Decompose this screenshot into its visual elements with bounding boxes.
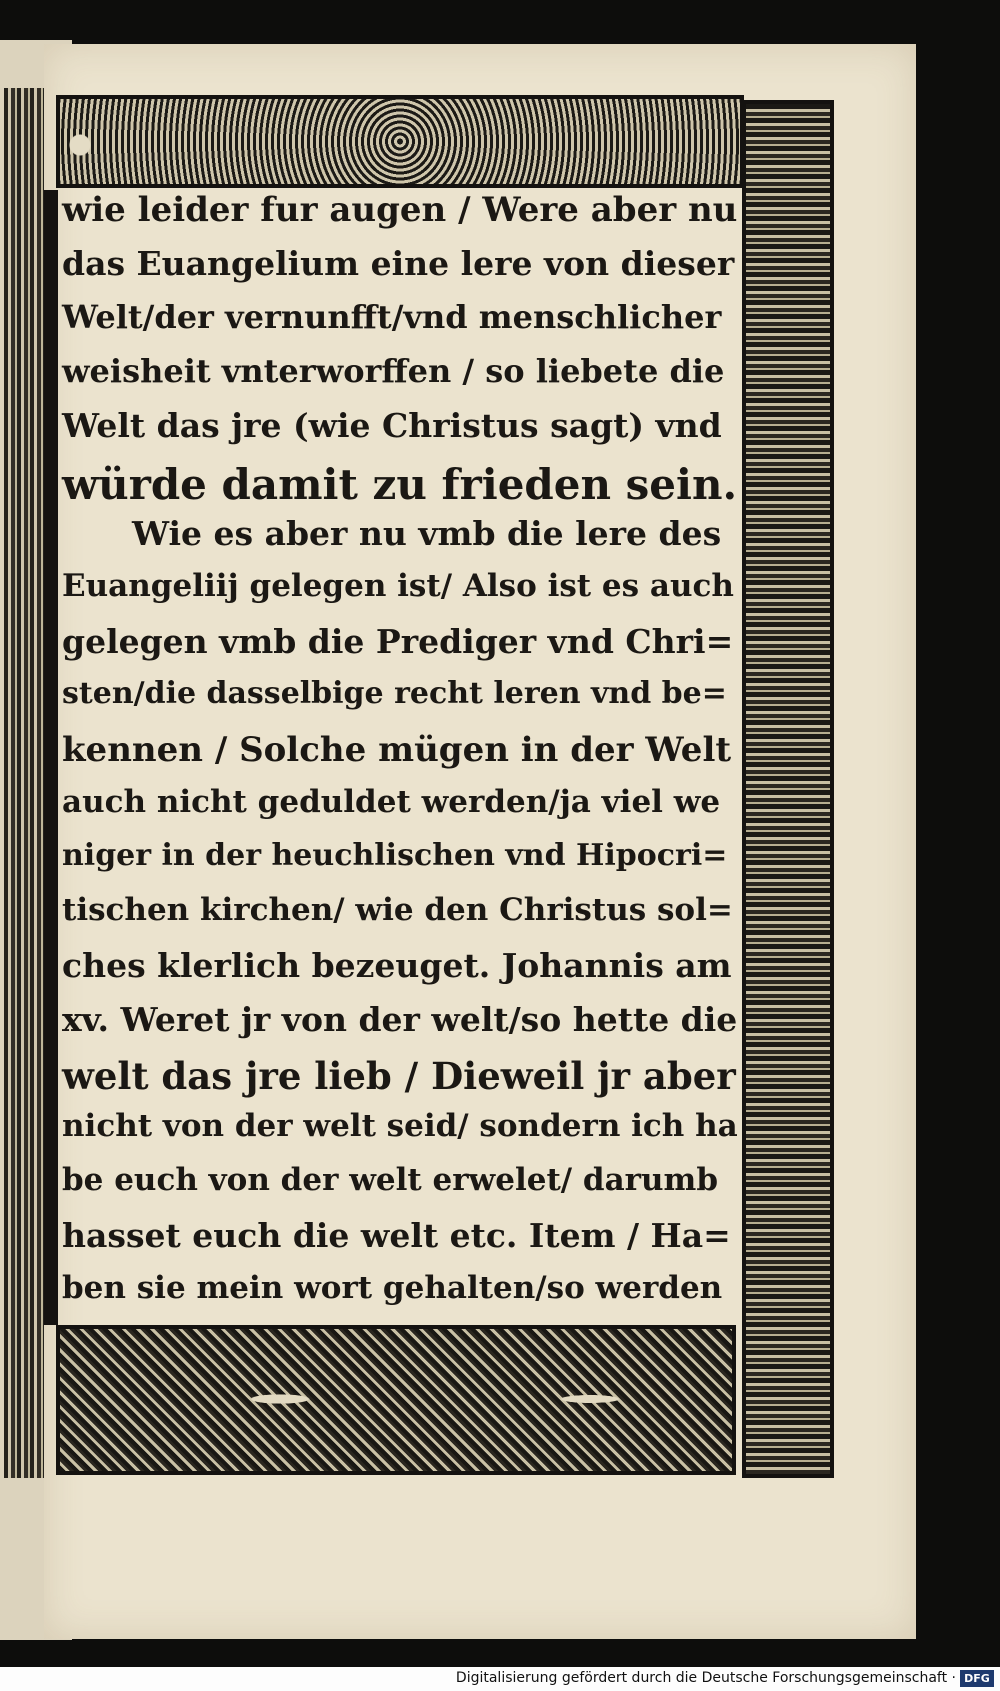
text-line-17: welt das jre lieb / Dieweil jr aber — [62, 1054, 736, 1098]
text-line-8: Euangeliij gelegen ist/ Also ist es auch — [62, 568, 734, 604]
text-line-15: ches klerlich bezeuget. Johannis am — [62, 946, 732, 985]
text-line-19: be euch von der welt erwelet/ darumb — [62, 1162, 719, 1198]
woodcut-border-left-rule — [44, 190, 58, 1325]
text-line-3: Welt/der vernunfft/vnd menschlicher — [62, 298, 722, 336]
text-line-4: weisheit vnterworffen / so liebete die — [62, 352, 725, 390]
text-line-16: xv. Weret jr von der welt/so hette die — [62, 1000, 738, 1039]
text-line-12: auch nicht geduldet werden/ja viel we — [62, 784, 721, 820]
woodcut-border-top-icon — [56, 95, 744, 188]
credit-bar — [0, 1667, 1000, 1691]
text-line-9: gelegen vmb die Prediger vnd Chri= — [62, 622, 734, 661]
text-line-7: Wie es aber nu vmb die lere des — [132, 514, 722, 553]
text-line-5: Welt das jre (wie Christus sagt) vnd — [62, 406, 722, 445]
dfg-logo-icon[interactable]: DFG — [960, 1670, 994, 1687]
body-text — [62, 190, 738, 1325]
text-line-6: würde damit zu frieden sein. — [62, 460, 738, 509]
woodcut-border-right-icon — [742, 100, 834, 1478]
text-line-20: hasset euch die welt etc. Item / Ha= — [62, 1216, 731, 1255]
text-line-1: wie leider fur augen / Were aber nu — [62, 190, 738, 230]
text-line-14: tischen kirchen/ wie den Christus sol= — [62, 892, 733, 928]
text-line-11: kennen / Solche mügen in der Welt — [62, 730, 732, 770]
woodcut-border-bottom-icon — [56, 1325, 736, 1475]
text-line-21: ben sie mein wort gehalten/so werden — [62, 1270, 723, 1306]
credit-text: Digitalisierung gefördert durch die Deutsche Forschungsgemeinschaft · — [455, 1670, 956, 1686]
text-line-10: sten/die dasselbige recht leren vnd be= — [62, 676, 727, 711]
text-line-18: nicht von der welt seid/ sondern ich ha — [62, 1108, 738, 1144]
text-line-2: das Euangelium eine lere von dieser — [62, 244, 735, 283]
text-line-13: niger in der heuchlischen vnd Hipocri= — [62, 838, 728, 873]
